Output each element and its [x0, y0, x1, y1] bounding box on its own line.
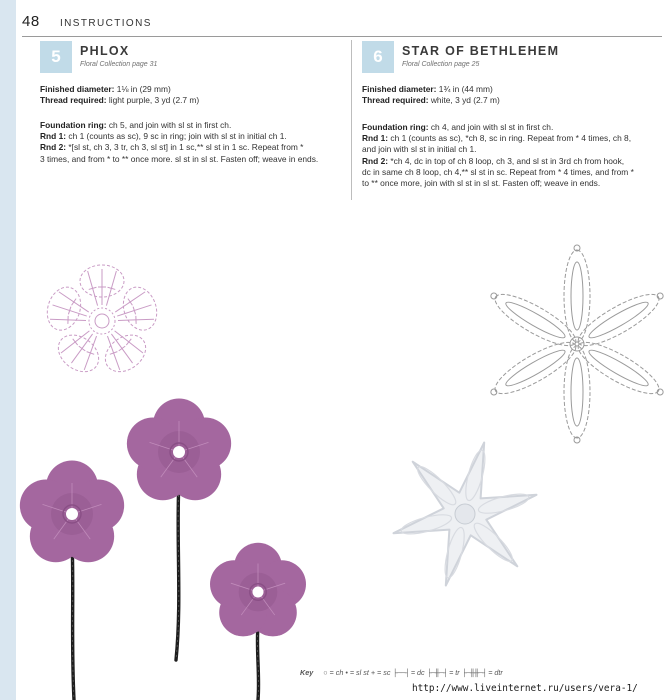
thread-value: light purple, 3 yd (2.7 m): [108, 95, 200, 106]
page-number: 48: [22, 13, 40, 30]
foundation-text: ch 5, and join with sl st in first ch.: [108, 120, 232, 130]
pattern-title-phlox: PHLOX: [80, 44, 130, 58]
section-heading: INSTRUCTIONS: [60, 18, 152, 29]
thread-label: Thread required:: [40, 95, 107, 106]
chain-symbol-icon: ○: [323, 668, 328, 677]
key-dc: = dc: [410, 668, 425, 677]
collection-reference: Floral Collection page 31: [80, 61, 158, 68]
diameter-label: Finished diameter:: [362, 84, 437, 94]
single-crochet-symbol-icon: +: [370, 668, 376, 677]
round2-text: *[sl st, ch 3, 3 tr, ch 3, sl st] in 1 sc,** sl st in 1 sc. Repeat from *: [68, 142, 304, 153]
double-treble-symbol-icon: ├─╫╫─┤: [461, 668, 487, 677]
diameter-value: 1¾ in (44 mm): [438, 84, 493, 94]
round2-label: Rnd 2:: [40, 142, 67, 153]
collection-reference: Floral Collection page 25: [402, 61, 480, 68]
key-label: Key: [300, 668, 314, 677]
round2-label: Rnd 2:: [362, 155, 389, 166]
star-stitch-chart: [489, 245, 665, 443]
pattern-number-badge-6: 6: [362, 41, 394, 73]
round1-text: ch 1 (counts as sc), *ch 8, sc in ring. Repeat from * 4 times, ch 8,: [390, 133, 632, 144]
treble-symbol-icon: ├─╫─┤: [426, 668, 448, 677]
diameter-label: Finished diameter:: [40, 84, 115, 94]
round1-text-cont: and join with sl st in initial ch 1.: [362, 144, 477, 155]
watermark-url: http://www.liveinternet.ru/users/vera-1/: [412, 683, 638, 694]
thread-label: Thread required:: [362, 95, 429, 106]
key-ch: = ch: [329, 668, 344, 677]
round2-text-cont: dc in same ch 8 loop, ch 4,** sl st in sc. Repeat from * 4 times, and from *: [362, 166, 634, 177]
thread-value: white, 3 yd (2.7 m): [430, 95, 500, 106]
stitch-key: [300, 668, 503, 677]
key-sc: = sc: [377, 668, 391, 677]
phlox-flower-right: [210, 543, 306, 637]
white-star-flower: [394, 443, 537, 586]
pattern-title-star: STAR OF BETHLEHEM: [402, 44, 560, 58]
key-slst: = sl st: [349, 668, 369, 677]
diameter-value: 1⅛ in (29 mm): [116, 84, 171, 94]
round1-text: ch 1 (counts as sc), 9 sc in ring; join with sl st in initial ch 1.: [68, 131, 287, 142]
slip-stitch-symbol-icon: •: [345, 668, 348, 677]
round1-label: Rnd 1:: [362, 133, 389, 144]
phlox-stitch-chart: [42, 265, 162, 379]
phlox-flower-middle: [127, 399, 231, 501]
round2-text-cont: to ** once more, join with sl st in sl st. Fasten off; weave in ends.: [362, 178, 601, 189]
foundation-label: Foundation ring:: [362, 122, 429, 132]
phlox-flower-left: [20, 461, 124, 563]
round2-text-cont: 3 times, and from * to ** once more. sl st in sl st. Fasten off; weave in ends.: [40, 153, 319, 164]
key-tr: = tr: [449, 668, 460, 677]
round2-text: *ch 4, dc in top of ch 8 loop, ch 3, and sl st in 3rd ch from hook,: [390, 155, 625, 166]
round1-label: Rnd 1:: [40, 131, 67, 142]
foundation-text: ch 4, and join with sl st in first ch.: [430, 122, 554, 132]
foundation-label: Foundation ring:: [40, 120, 107, 130]
pattern-number-badge-5: 5: [40, 41, 72, 73]
key-dtr: = dtr: [488, 668, 503, 677]
double-crochet-symbol-icon: ├──┤: [392, 668, 409, 677]
